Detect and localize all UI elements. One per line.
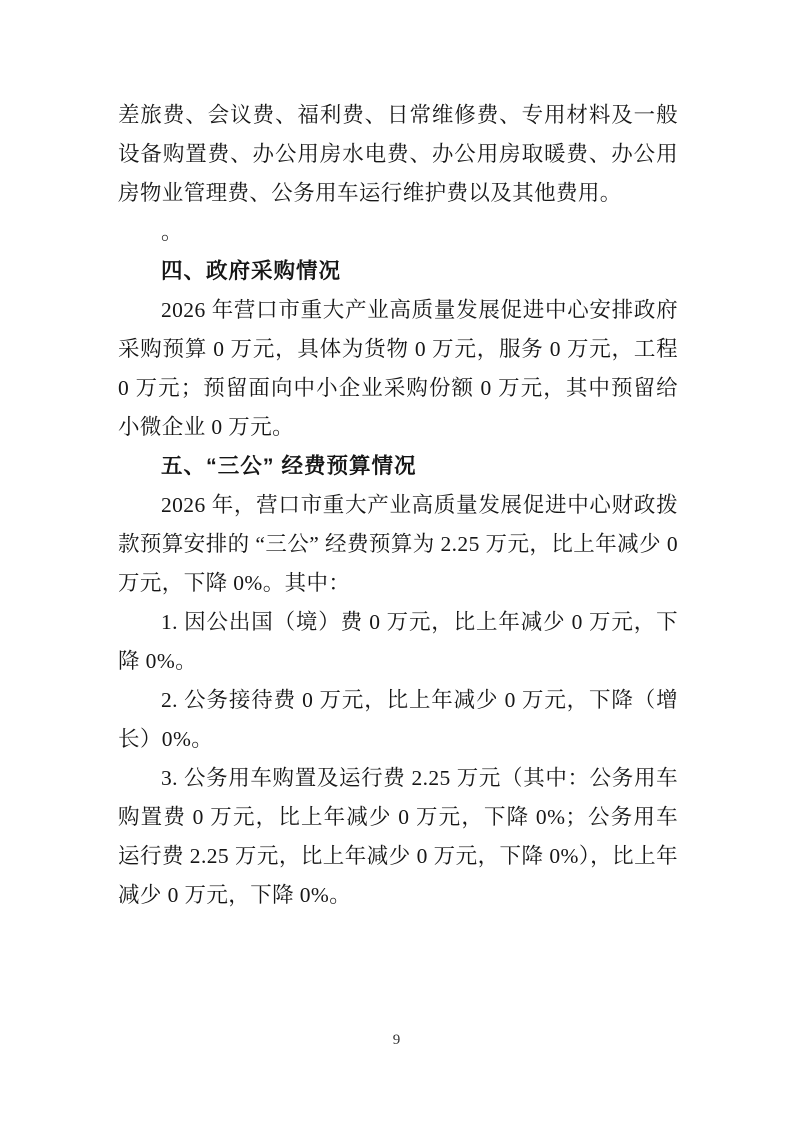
page-number: 9 <box>392 1032 401 1048</box>
paragraph-stray-punctuation: 。 <box>161 220 183 244</box>
paragraph-procurement-budget: 2026 年营口市重大产业高质量发展促进中心安排政府采购预算 0 万元，具体为货物 0 万元，服务 0 万元，工程 0 万元；预留面向中小企业采购份额 0 万元，其中预留给小微企业 0 万元。 <box>118 298 678 439</box>
section-heading-government-procurement: 四、政府采购情况 <box>161 259 342 283</box>
document-body <box>118 96 678 915</box>
section-heading-three-public-expenses: 五、“三公” 经费预算情况 <box>161 454 417 478</box>
paragraph-expense-items-continuation: 差旅费、会议费、福利费、日常维修费、专用材料及一般设备购置费、办公用房水电费、办公用房取暖费、办公用房物业管理费、公务用车运行维护费以及其他费用。 <box>118 103 678 205</box>
paragraph-three-public-overview: 2026 年，营口市重大产业高质量发展促进中心财政拨款预算安排的 “三公” 经费预算为 2.25 万元，比上年减少 0 万元，下降 0%。其中： <box>118 493 678 595</box>
paragraph-item-overseas-trips: 1. 因公出国（境）费 0 万元，比上年减少 0 万元，下降 0%。 <box>118 610 678 673</box>
paragraph-item-official-vehicles: 3. 公务用车购置及运行费 2.25 万元（其中：公务用车购置费 0 万元，比上年减少 0 万元，下降 0%；公务用车运行费 2.25 万元，比上年减少 0 万元，下降 0%），比上年减少 0 万元，下降 0%。 <box>118 766 678 907</box>
paragraph-item-official-reception: 2. 公务接待费 0 万元，比上年减少 0 万元，下降（增长）0%。 <box>118 688 678 751</box>
